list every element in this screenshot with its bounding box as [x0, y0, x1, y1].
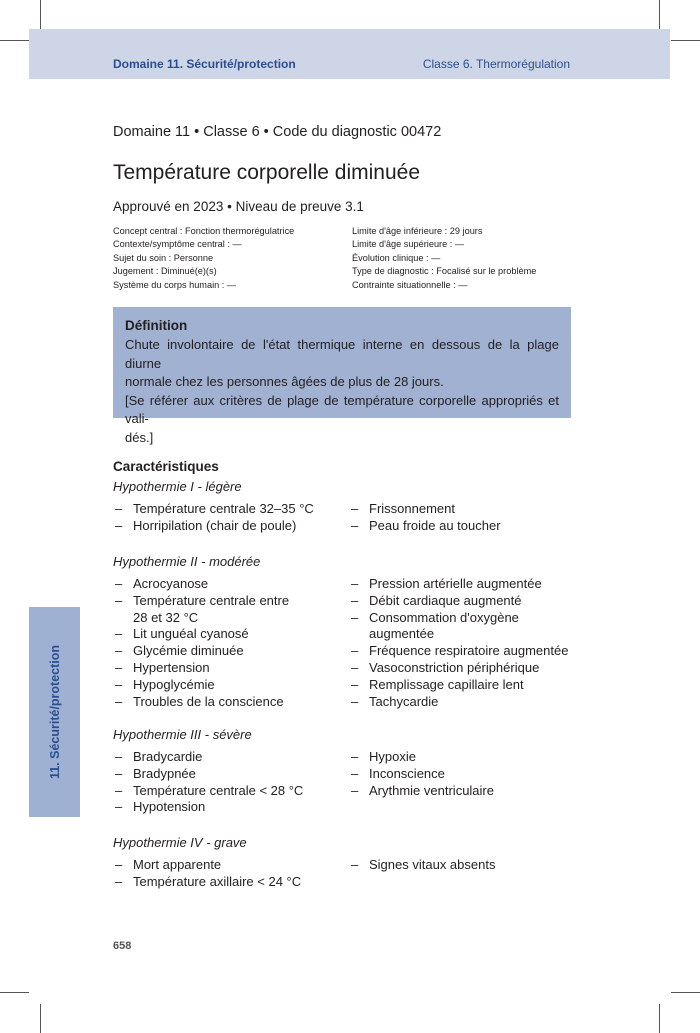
list-item: – Température centrale < 28 °C — [113, 783, 349, 800]
list-item: – Inconscience — [349, 766, 583, 783]
list-item: – Signes vitaux absents — [349, 857, 583, 874]
definition-title: Définition — [125, 318, 188, 333]
diagnosis-metadata — [113, 225, 571, 292]
list-item: – Mort apparente — [113, 857, 349, 874]
crop-mark — [40, 1004, 41, 1033]
hypothermia-group-1 — [113, 479, 583, 535]
group-left-list — [113, 576, 349, 710]
meta-item: Limite d'âge inférieure : 29 jours — [352, 226, 483, 236]
list-item: – Pression artérielle augmentée — [349, 576, 583, 593]
metadata-right-column — [352, 225, 536, 292]
group-left-list — [113, 857, 349, 891]
group-title: Hypothermie III - sévère — [113, 727, 252, 742]
crop-mark — [0, 40, 29, 41]
list-item: – Bradypnée — [113, 766, 349, 783]
meta-item: Sujet du soin : Personne — [113, 252, 214, 263]
header-class: Classe 6. Thermorégulation — [422, 57, 570, 71]
metadata-left-column — [113, 225, 352, 292]
crop-mark — [40, 0, 41, 29]
meta-item: Limite d'âge supérieure : — — [352, 239, 465, 250]
list-item: – Remplissage capillaire lent — [349, 677, 583, 694]
page-title: Température corporelle diminuée — [113, 161, 420, 184]
list-item: – Température centrale 32–35 °C — [113, 501, 349, 518]
group-title: Hypothermie I - légère — [113, 479, 242, 494]
group-right-list — [349, 576, 583, 710]
definition-line: [Se référer aux critères de plage de température corporelle appropriés et vali- — [125, 392, 559, 426]
group-left-list — [113, 501, 349, 535]
diagnosis-code-line: Domaine 11 • Classe 6 • Code du diagnostic 00472 — [113, 124, 442, 140]
header-domain: Domaine 11. Sécurité/protection — [113, 57, 296, 71]
definition-line: Chute involontaire de l'état thermique interne en dessous de la plage diurne — [125, 337, 559, 371]
list-item: – Hypotension — [113, 799, 349, 816]
group-title: Hypothermie IV - grave — [113, 835, 247, 850]
list-item: – Température axillaire < 24 °C — [113, 874, 349, 891]
running-header — [29, 29, 670, 79]
meta-item: Contexte/symptôme central : — — [113, 239, 242, 250]
group-left-list — [113, 749, 349, 816]
crop-mark — [0, 992, 29, 993]
definition-line: dés.] — [125, 429, 154, 445]
definition-text — [125, 336, 559, 447]
characteristics-title: Caractéristiques — [113, 459, 219, 474]
definition-box — [113, 307, 571, 445]
meta-item: Concept central : Fonction thermorégulatrice — [113, 226, 295, 236]
list-item: – Horripilation (chair de poule) — [113, 518, 349, 535]
list-item: – Vasoconstriction périphérique — [349, 660, 583, 677]
page-number: 658 — [113, 940, 132, 952]
chapter-side-label: 11. Sécurité/protection — [48, 644, 62, 780]
list-item: – Peau froide au toucher — [349, 518, 583, 535]
group-right-list — [349, 501, 583, 535]
list-item: – Hypertension — [113, 660, 349, 677]
definition-line: normale chez les personnes âgées de plus de 28 jours. — [125, 374, 444, 389]
meta-item: Type de diagnostic : Focalisé sur le problème — [352, 266, 537, 277]
list-item: – Troubles de la conscience — [113, 694, 349, 711]
list-item: – Glycémie diminuée — [113, 643, 349, 660]
list-item: – Lit unguéal cyanosé — [113, 626, 349, 643]
group-right-list — [349, 857, 583, 891]
list-item: – Fréquence respiratoire augmentée — [349, 643, 583, 660]
meta-item: Contrainte situationnelle : — — [352, 279, 468, 290]
list-item: – Acrocyanose — [113, 576, 349, 593]
list-item: – Hypoglycémie — [113, 677, 349, 694]
crop-mark — [671, 40, 700, 41]
approval-line: Approuvé en 2023 • Niveau de preuve 3.1 — [113, 199, 364, 214]
group-right-list — [349, 749, 583, 816]
meta-item: Système du corps humain : — — [113, 279, 237, 290]
crop-mark — [659, 0, 660, 29]
hypothermia-group-2 — [113, 554, 583, 710]
crop-mark — [671, 992, 700, 993]
list-item: – Arythmie ventriculaire — [349, 783, 583, 800]
list-item: – Frissonnement — [349, 501, 583, 518]
meta-item: Évolution clinique : — — [352, 252, 441, 263]
list-item: – Hypoxie — [349, 749, 583, 766]
meta-item: Jugement : Diminué(e)(s) — [113, 266, 217, 277]
hypothermia-group-4 — [113, 835, 583, 891]
list-item: – Température centrale entre 28 et 32 °C — [113, 593, 349, 627]
list-item: – Bradycardie — [113, 749, 349, 766]
group-title: Hypothermie II - modérée — [113, 554, 261, 569]
hypothermia-group-3 — [113, 727, 583, 816]
crop-mark — [659, 1004, 660, 1033]
list-item: – Consommation d'oxygène augmentée — [349, 610, 583, 644]
list-item: – Débit cardiaque augmenté — [349, 593, 583, 610]
list-item: – Tachycardie — [349, 694, 583, 711]
